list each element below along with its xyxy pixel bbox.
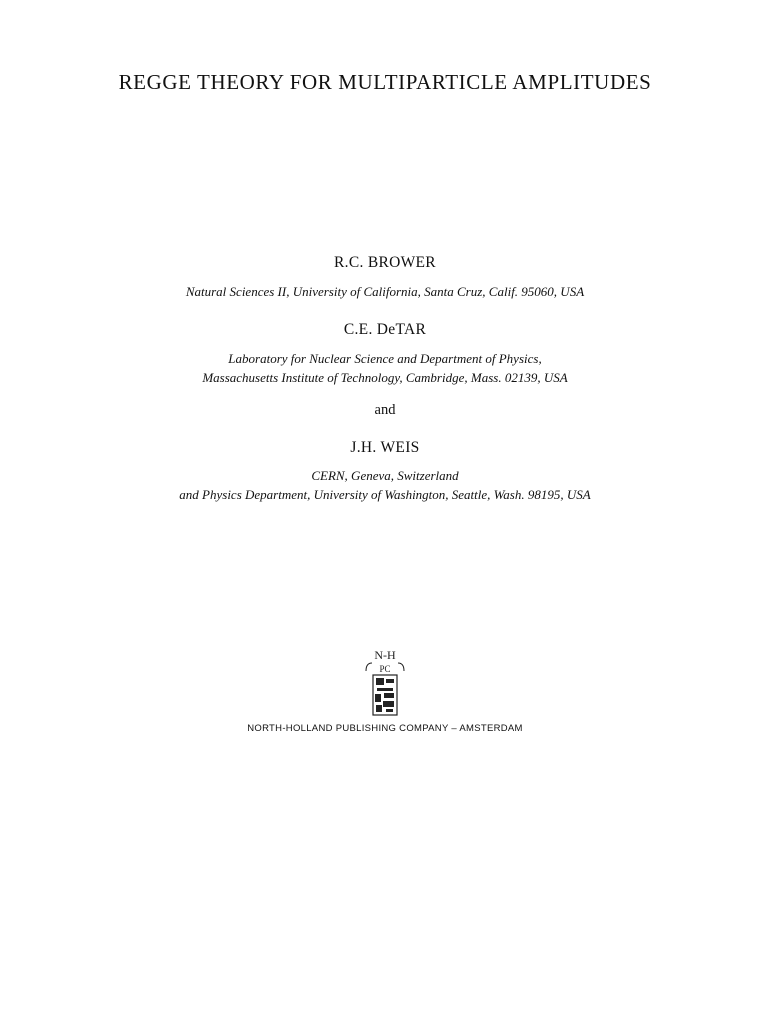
logo-text-top: N-H: [374, 648, 396, 662]
author-affiliation-detar-line2: Massachusetts Institute of Technology, Cambridge, Mass. 02139, USA: [202, 370, 568, 385]
north-holland-logo-icon: [360, 645, 410, 719]
author-affiliation-detar-line1: Laboratory for Nuclear Science and Department of Physics,: [228, 351, 542, 366]
logo-text-middle: PC: [379, 664, 391, 674]
author-affiliation-weis-line2: and Physics Department, University of Washington, Seattle, Wash. 98195, USA: [179, 487, 591, 502]
conjunction-and: and: [374, 402, 396, 418]
author-name-weis: J.H. WEIS: [350, 439, 420, 456]
author-name-detar: C.E. DeTAR: [343, 321, 427, 338]
author-affiliation-weis-line1: CERN, Geneva, Switzerland: [311, 468, 459, 483]
author-name-brower: R.C. BROWER: [334, 254, 436, 271]
publisher-line: NORTH-HOLLAND PUBLISHING COMPANY – AMSTERDAM: [247, 723, 523, 734]
author-affiliation-brower: Natural Sciences II, University of California, Santa Cruz, Calif. 95060, USA: [185, 284, 585, 299]
book-title: REGGE THEORY FOR MULTIPARTICLE AMPLITUDES: [118, 70, 652, 94]
